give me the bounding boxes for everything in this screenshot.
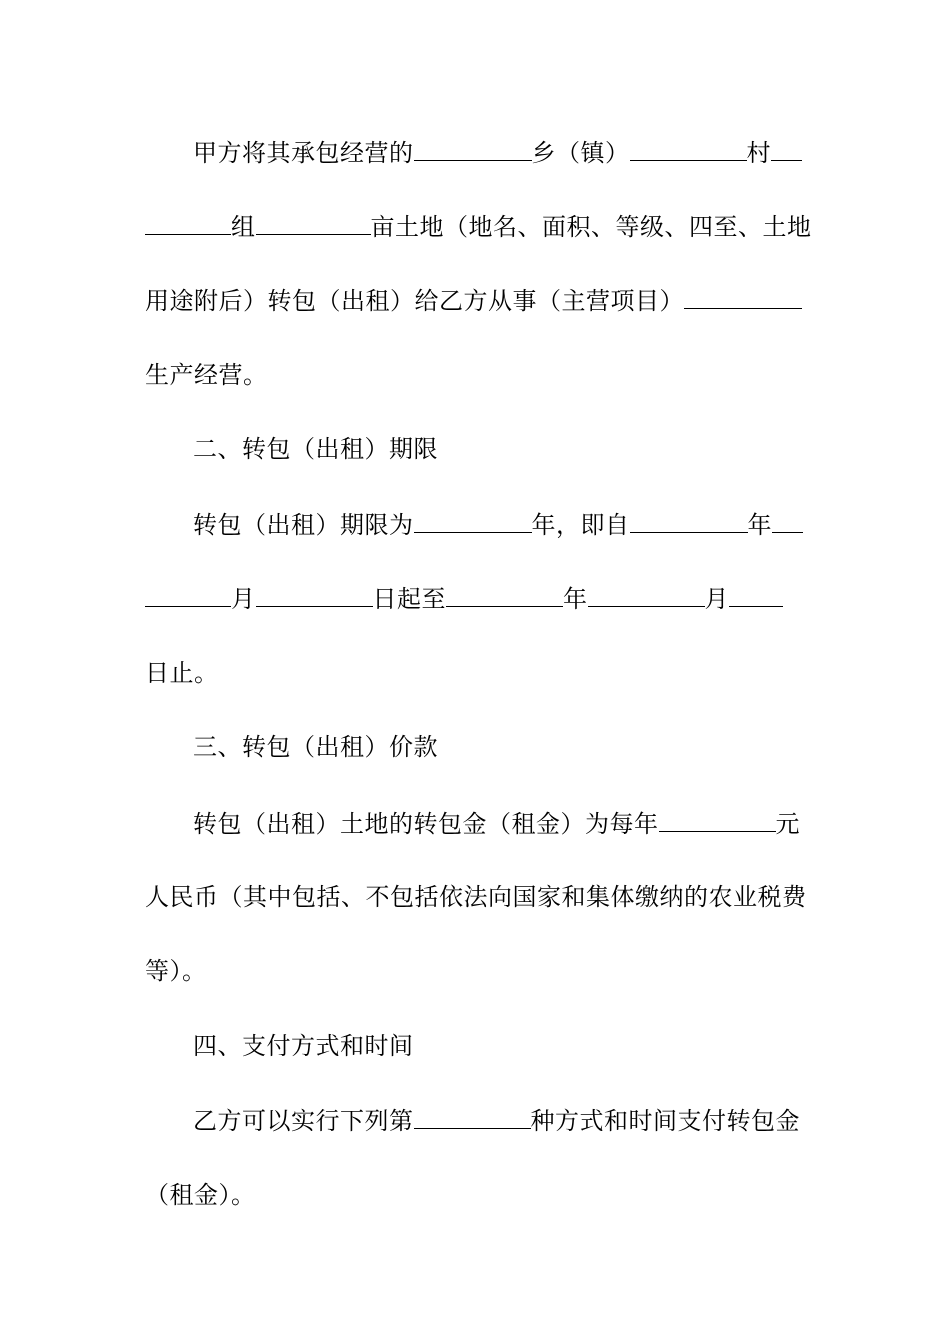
text-run: 年，即自: [531, 511, 630, 539]
text-run: 用途附后）转包（出租）给乙方从事（主营项目）: [145, 287, 684, 315]
text-run: 月: [704, 585, 729, 613]
fill-blank: [414, 1100, 531, 1129]
paragraph-line: [193, 803, 807, 843]
text-run: 年: [747, 511, 772, 539]
fill-blank: [256, 578, 373, 607]
text-run: 转包（出租）期限为: [193, 511, 414, 539]
fill-blank: [446, 578, 563, 607]
text-run: 日止。: [145, 659, 219, 687]
paragraph-line: [145, 280, 807, 320]
text-run: 乡（镇）: [531, 139, 630, 167]
text-run: 日起至: [372, 585, 446, 613]
text-run: （租金）。: [145, 1181, 256, 1209]
fill-blank: [414, 504, 532, 533]
paragraph-line: [145, 653, 807, 693]
text-run: 等）。: [145, 957, 207, 985]
text-run: 月: [231, 585, 256, 613]
text-run: 元: [775, 810, 800, 838]
text-run: 亩土地（地名、面积、等级、四至、土地: [370, 213, 812, 241]
fill-blank: [630, 132, 747, 161]
text-run: 人民币（其中包括、不包括依法向国家和集体缴纳的农业税费: [145, 883, 807, 911]
paragraph-line: [145, 206, 812, 246]
paragraph-line: [193, 504, 807, 544]
paragraph-line: [145, 951, 807, 991]
text-run: 种方式和时间支付转包金: [530, 1107, 800, 1135]
fill-blank: [659, 803, 776, 832]
paragraph-line: [145, 578, 807, 618]
fill-blank: [772, 504, 803, 533]
text-run: 甲方将其承包经营的: [193, 139, 414, 167]
text-run: 组: [231, 213, 256, 241]
section-heading: 二、转包（出租）期限: [193, 435, 438, 463]
section-heading: 四、支付方式和时间: [193, 1032, 414, 1060]
section-heading: 三、转包（出租）价款: [193, 733, 438, 761]
paragraph-line: [145, 877, 807, 917]
fill-blank: [630, 504, 748, 533]
fill-blank: [145, 206, 231, 235]
text-run: 年: [563, 585, 588, 613]
text-run: 生产经营。: [145, 361, 268, 389]
paragraph-line: [145, 355, 807, 395]
paragraph-line: [193, 132, 807, 172]
text-run: 村: [746, 139, 771, 167]
text-run: 乙方可以实行下列第: [193, 1107, 414, 1135]
paragraph-line: [145, 1175, 807, 1215]
paragraph-line: [193, 1100, 807, 1140]
fill-blank: [588, 578, 705, 607]
text-run: 转包（出租）土地的转包金（租金）为每年: [193, 810, 659, 838]
fill-blank: [729, 578, 783, 607]
fill-blank: [771, 132, 802, 161]
fill-blank: [145, 578, 231, 607]
fill-blank: [256, 206, 371, 235]
fill-blank: [414, 132, 532, 161]
fill-blank: [684, 280, 802, 309]
